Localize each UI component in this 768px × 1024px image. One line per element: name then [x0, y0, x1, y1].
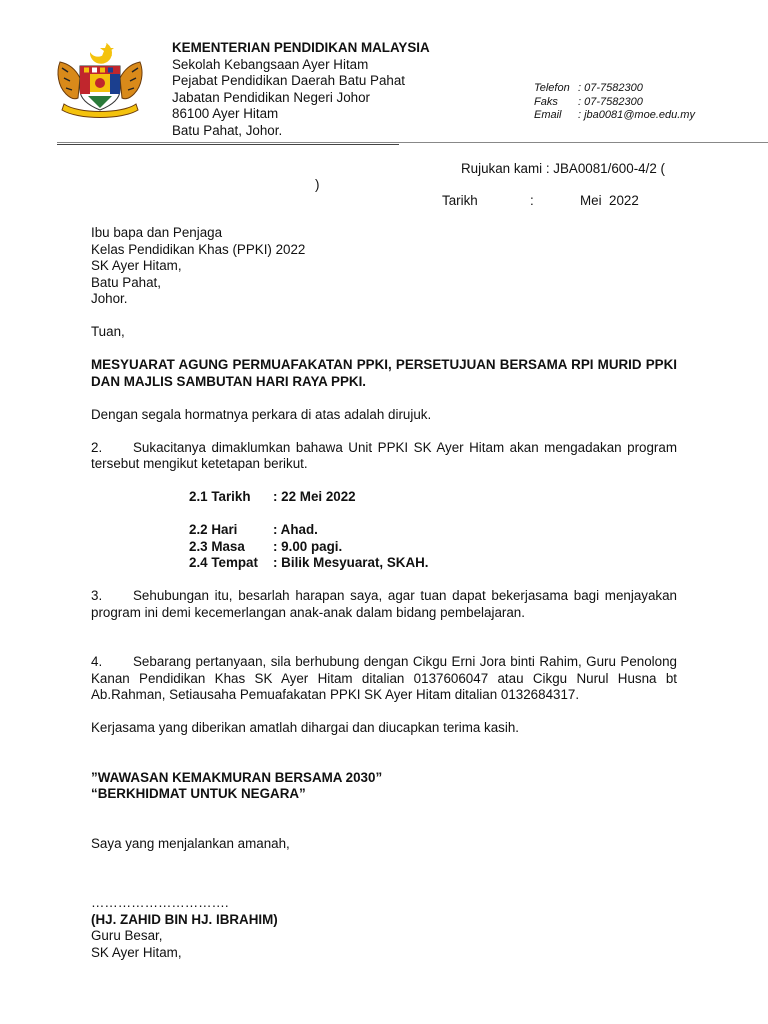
paragraph-2: [91, 440, 677, 473]
letter-body: [91, 225, 677, 961]
detail-row-time: [189, 539, 677, 556]
contact-value: : jba0081@moe.edu.my: [578, 109, 695, 121]
city-line: Batu Pahat, Johor.: [172, 122, 283, 138]
header-divider-short: [57, 144, 399, 145]
detail-label: 2.2 Hari: [189, 522, 238, 537]
recipient-line: Kelas Pendidikan Khas (PPKI) 2022: [91, 241, 306, 257]
salutation: Tuan,: [91, 324, 125, 339]
school-name: Sekolah Kebangsaan Ayer Hitam: [172, 56, 369, 72]
paragraph-text: Sehubungan itu, besarlah harapan saya, agar tuan dapat bekerjasama bagi menjayakan program ini demi kecemerlangan anak-anak dalam bidang pembelajaran.: [91, 588, 677, 620]
detail-label: 2.3 Masa: [189, 538, 245, 554]
contact-label: Faks: [534, 95, 558, 108]
paragraph-4: [91, 654, 677, 704]
recipient-line: SK Ayer Hitam,: [91, 258, 182, 273]
contact-label: Email: [534, 109, 562, 121]
signatory-name: (HJ. ZAHID BIN HJ. IBRAHIM): [91, 911, 278, 927]
motto-line-2: “BERKHIDMAT UNTUK NEGARA”: [91, 786, 306, 801]
contact-faks: [534, 96, 695, 110]
contact-email: [534, 109, 695, 123]
paragraph-number: 3.: [91, 588, 103, 603]
signatory-school: SK Ayer Hitam,: [91, 944, 182, 960]
jata-negara-crest-icon: [52, 38, 148, 124]
thanks-paragraph: Kerjasama yang diberikan amatlah dihargai dan diucapkan terima kasih.: [91, 720, 520, 735]
ministry-name: KEMENTERIAN PENDIDIKAN MALAYSIA: [172, 40, 430, 55]
postcode-line: 86100 Ayer Hitam: [172, 106, 279, 121]
subject-heading: MESYUARAT AGUNG PERMUAFAKATAN PPKI, PERSETUJUAN BERSAMA RPI MURID PPKI DAN MAJLIS SAMBUTAN HARI RAYA PPKI.: [91, 357, 677, 389]
recipient-line: Johor.: [91, 291, 128, 306]
paragraph-number: 4.: [91, 654, 103, 669]
district-office: Pejabat Pendidikan Daerah Batu Pahat: [172, 73, 406, 88]
intro-paragraph: Dengan segala hormatnya perkara di atas adalah dirujuk.: [91, 406, 432, 422]
contact-label: Telefon: [534, 82, 570, 94]
detail-label: 2.1 Tarikh: [189, 489, 251, 504]
event-details: [189, 489, 677, 572]
contact-telefon: [534, 82, 695, 96]
recipient-line: Ibu bapa dan Penjaga: [91, 225, 223, 240]
contact-block: [534, 82, 695, 123]
detail-row-day: [189, 522, 677, 539]
detail-value: : 9.00 pagi.: [273, 538, 343, 554]
detail-row-date: [189, 489, 677, 506]
state-department: Jabatan Pendidikan Negeri Johor: [172, 89, 371, 105]
school-letterhead: [172, 40, 430, 139]
paragraph-number: 2.: [91, 439, 103, 455]
detail-value: : Bilik Mesyuarat, SKAH.: [273, 555, 429, 570]
contact-value: : 07-7582300: [578, 82, 643, 94]
motto-line-1: ”WAWASAN KEMAKMURAN BERSAMA 2030”: [91, 769, 383, 785]
paragraph-text: Sebarang pertanyaan, sila berhubung dengan Cikgu Erni Jora binti Rahim, Guru Penolong Kanan Pendidikan Khas SK Ayer Hitam ditalian 0137606047 atau Cikgu Nurul Husna bt Ab.Rahman, Setiausaha Pemuafakatan PPKI SK Ayer Hitam ditalian 0132684317.: [91, 654, 677, 702]
detail-label: 2.4 Tempat: [189, 555, 258, 570]
date-label: Tarikh: [442, 193, 478, 208]
date-value: Mei 2022: [580, 193, 639, 208]
header-divider: [57, 142, 768, 143]
detail-row-venue: [189, 555, 677, 572]
signature-dots: ………………………….: [91, 895, 229, 910]
signatory-title: Guru Besar,: [91, 928, 163, 943]
reference-number: Rujukan kami : JBA0081/600-4/2 (: [461, 161, 665, 176]
recipient-block: [91, 225, 677, 308]
date-colon: :: [530, 193, 534, 208]
detail-value: : 22 Mei 2022: [273, 489, 356, 504]
closing-line: Saya yang menjalankan amanah,: [91, 835, 290, 851]
paragraph-text: Sukacitanya dimaklumkan bahawa Unit PPKI SK Ayer Hitam akan mengadakan program tersebut mengikut ketetapan berikut.: [91, 439, 677, 471]
reference-close-paren: ): [315, 177, 320, 192]
detail-value: : Ahad.: [273, 522, 318, 537]
contact-value: : 07-7582300: [578, 95, 643, 108]
recipient-line: Batu Pahat,: [91, 274, 161, 290]
paragraph-3: [91, 588, 677, 621]
